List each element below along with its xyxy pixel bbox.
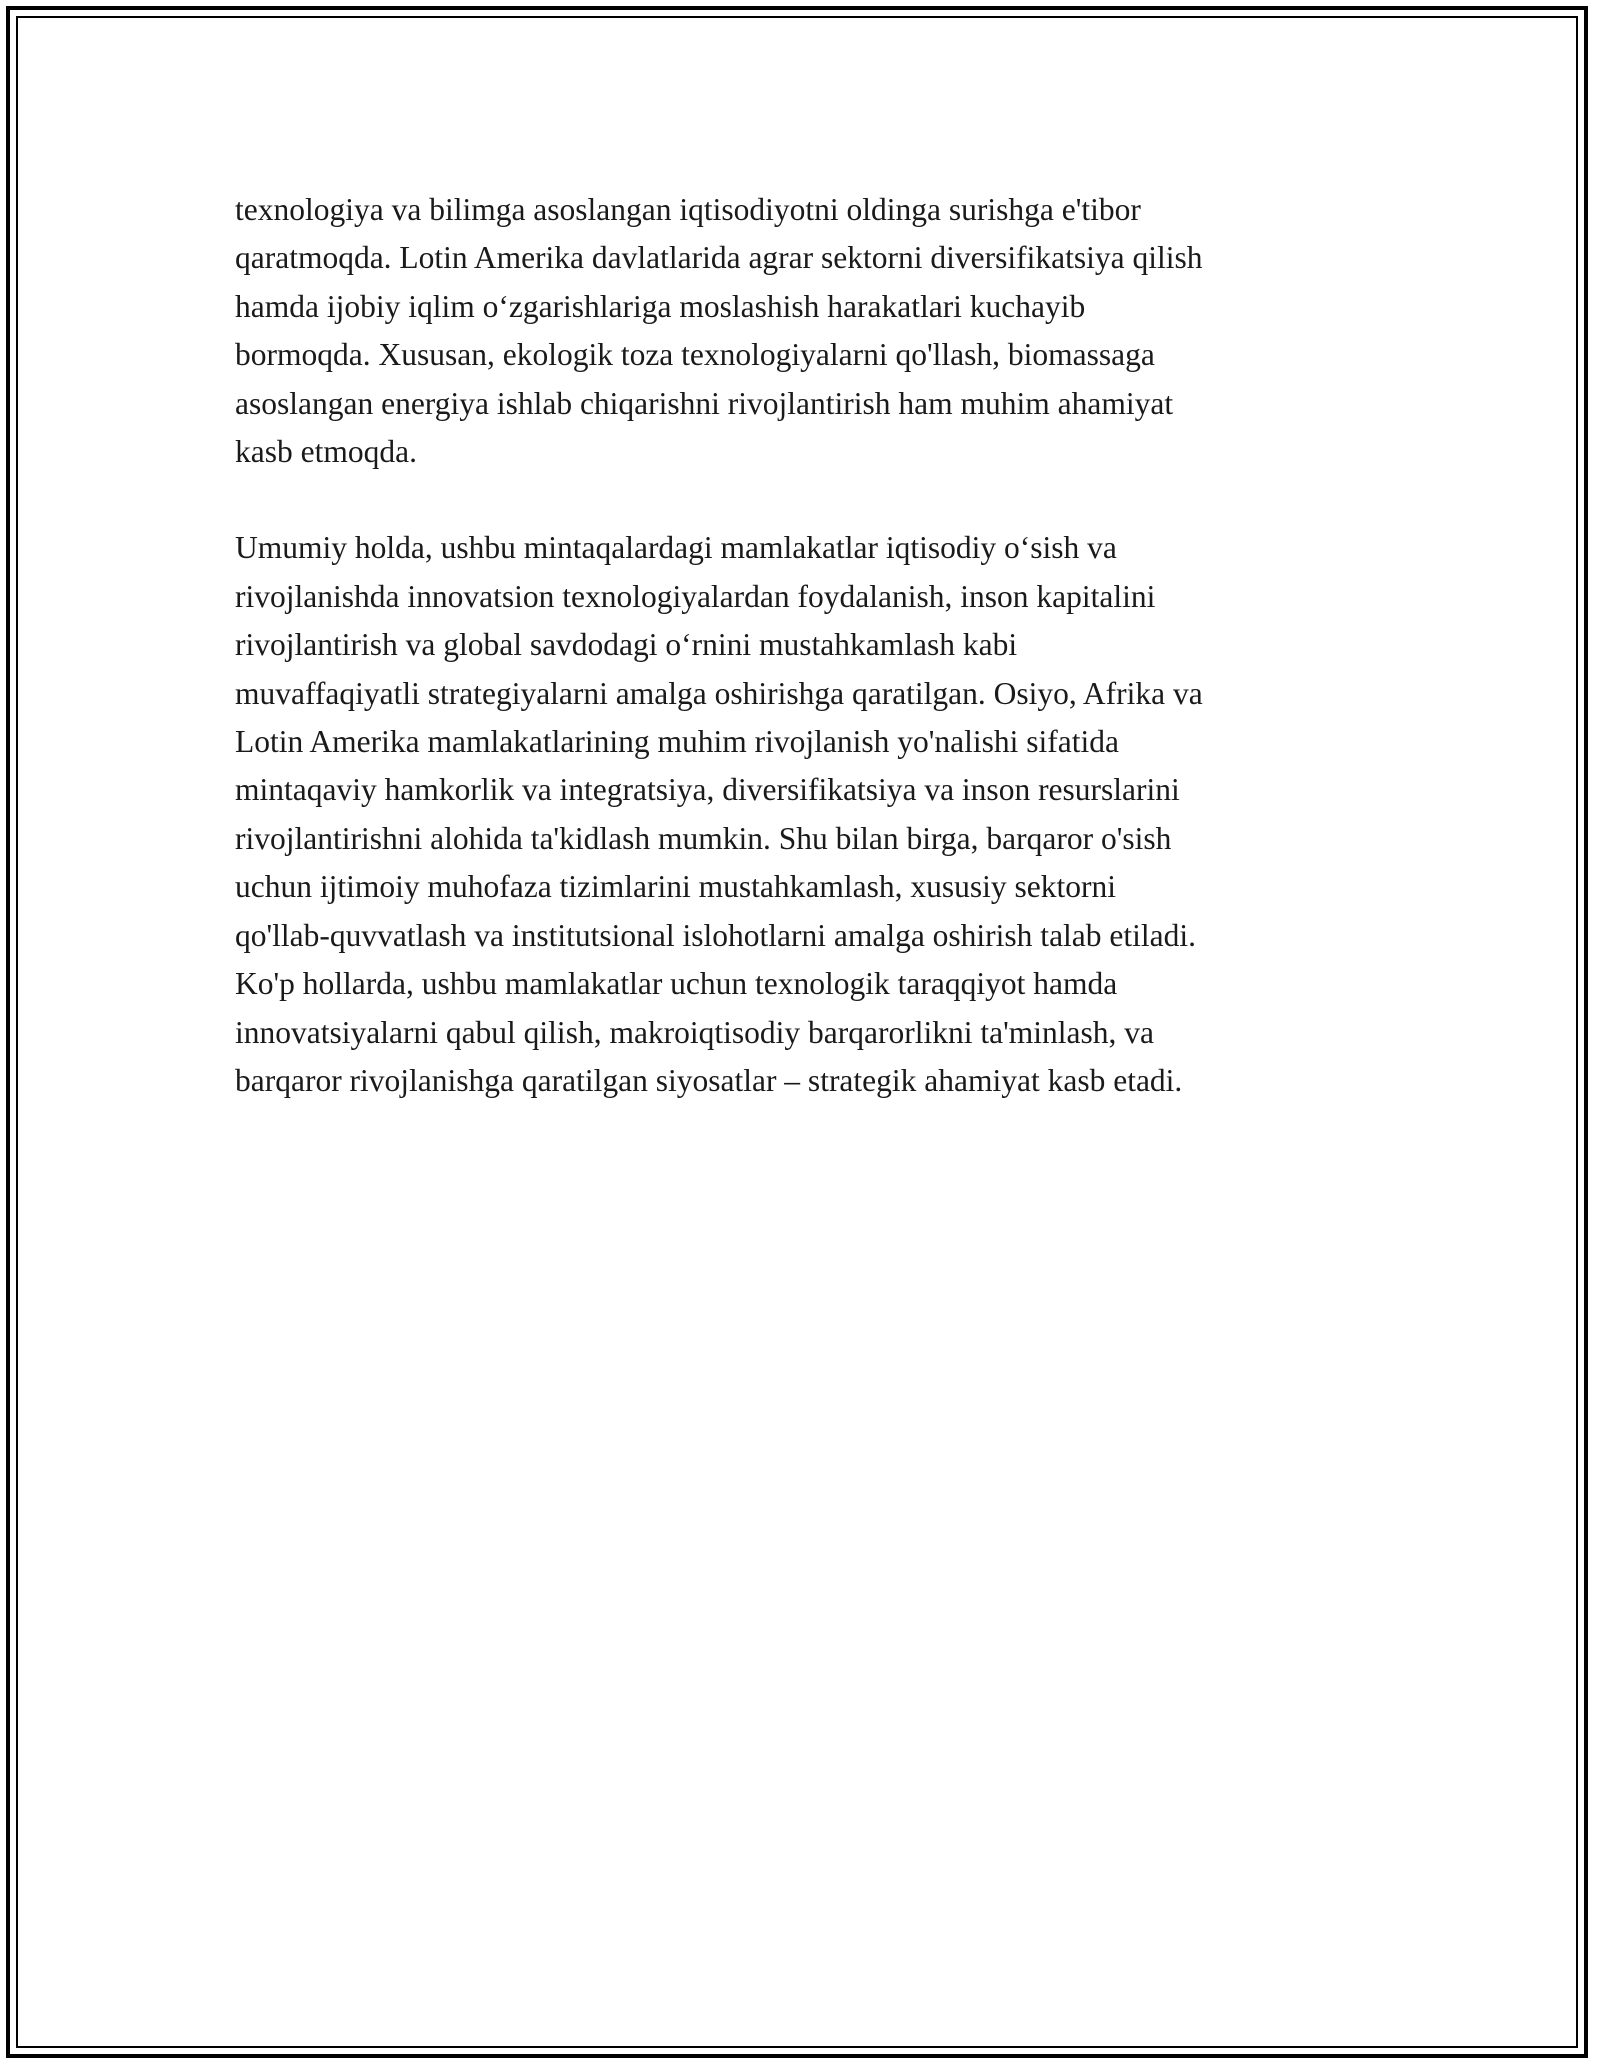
text-line: barqaror rivojlanishga qaratilgan siyosatlar – strategik ahamiyat kasb etadi.	[235, 1062, 1183, 1098]
text-line: kasb etmoqda.	[235, 434, 417, 470]
text-line: innovatsiyalarni qabul qilish, makroiqtisodiy barqarorlikni ta'minlash, va	[235, 1014, 1155, 1050]
text-line: Umumiy holda, ushbu mintaqalardagi mamlakatlar iqtisodiy o‘sish va	[235, 530, 1117, 566]
paragraph-1	[235, 186, 1375, 476]
text-line: rivojlanishda innovatsion texnologiyalardan foydalanish, inson kapitalini	[235, 578, 1156, 614]
text-line: qaratmoqda. Lotin Amerika davlatlarida agrar sektorni diversifikatsiya qilish	[235, 240, 1203, 276]
text-line: Lotin Amerika mamlakatlarining muhim rivojlanish yo'nalishi sifatida	[235, 724, 1120, 760]
text-line: Ko'p hollarda, ushbu mamlakatlar uchun texnologik taraqqiyot hamda	[235, 966, 1118, 1002]
text-line: hamda ijobiy iqlim o‘zgarishlariga moslashish harakatlari kuchayib	[235, 288, 1086, 324]
text-line: rivojlantirish va global savdodagi o‘rnini mustahkamlash kabi	[235, 627, 1018, 663]
text-line: bormoqda. Xususan, ekologik toza texnologiyalarni qo'llash, biomassaga	[235, 337, 1155, 373]
text-line: uchun ijtimoiy muhofaza tizimlarini mustahkamlash, xususiy sektorni	[235, 869, 1116, 905]
document-body	[235, 186, 1375, 1105]
paragraph-2	[235, 524, 1375, 1105]
text-line: mintaqaviy hamkorlik va integratsiya, diversifikatsiya va inson resurslarini	[235, 772, 1180, 808]
text-line: qo'llab-quvvatlash va institutsional islohotlarni amalga oshirish talab etiladi.	[235, 917, 1196, 953]
text-line: texnologiya va bilimga asoslangan iqtisodiyotni oldinga surishga e'tibor	[235, 192, 1141, 227]
text-line: asoslangan energiya ishlab chiqarishni rivojlantirish ham muhim ahamiyat	[235, 385, 1174, 421]
text-line: rivojlantirishni alohida ta'kidlash mumkin. Shu bilan birga, barqaror o'sish	[235, 820, 1172, 856]
text-line: muvaffaqiyatli strategiyalarni amalga oshirishga qaratilgan. Osiyo, Afrika va	[235, 675, 1203, 711]
